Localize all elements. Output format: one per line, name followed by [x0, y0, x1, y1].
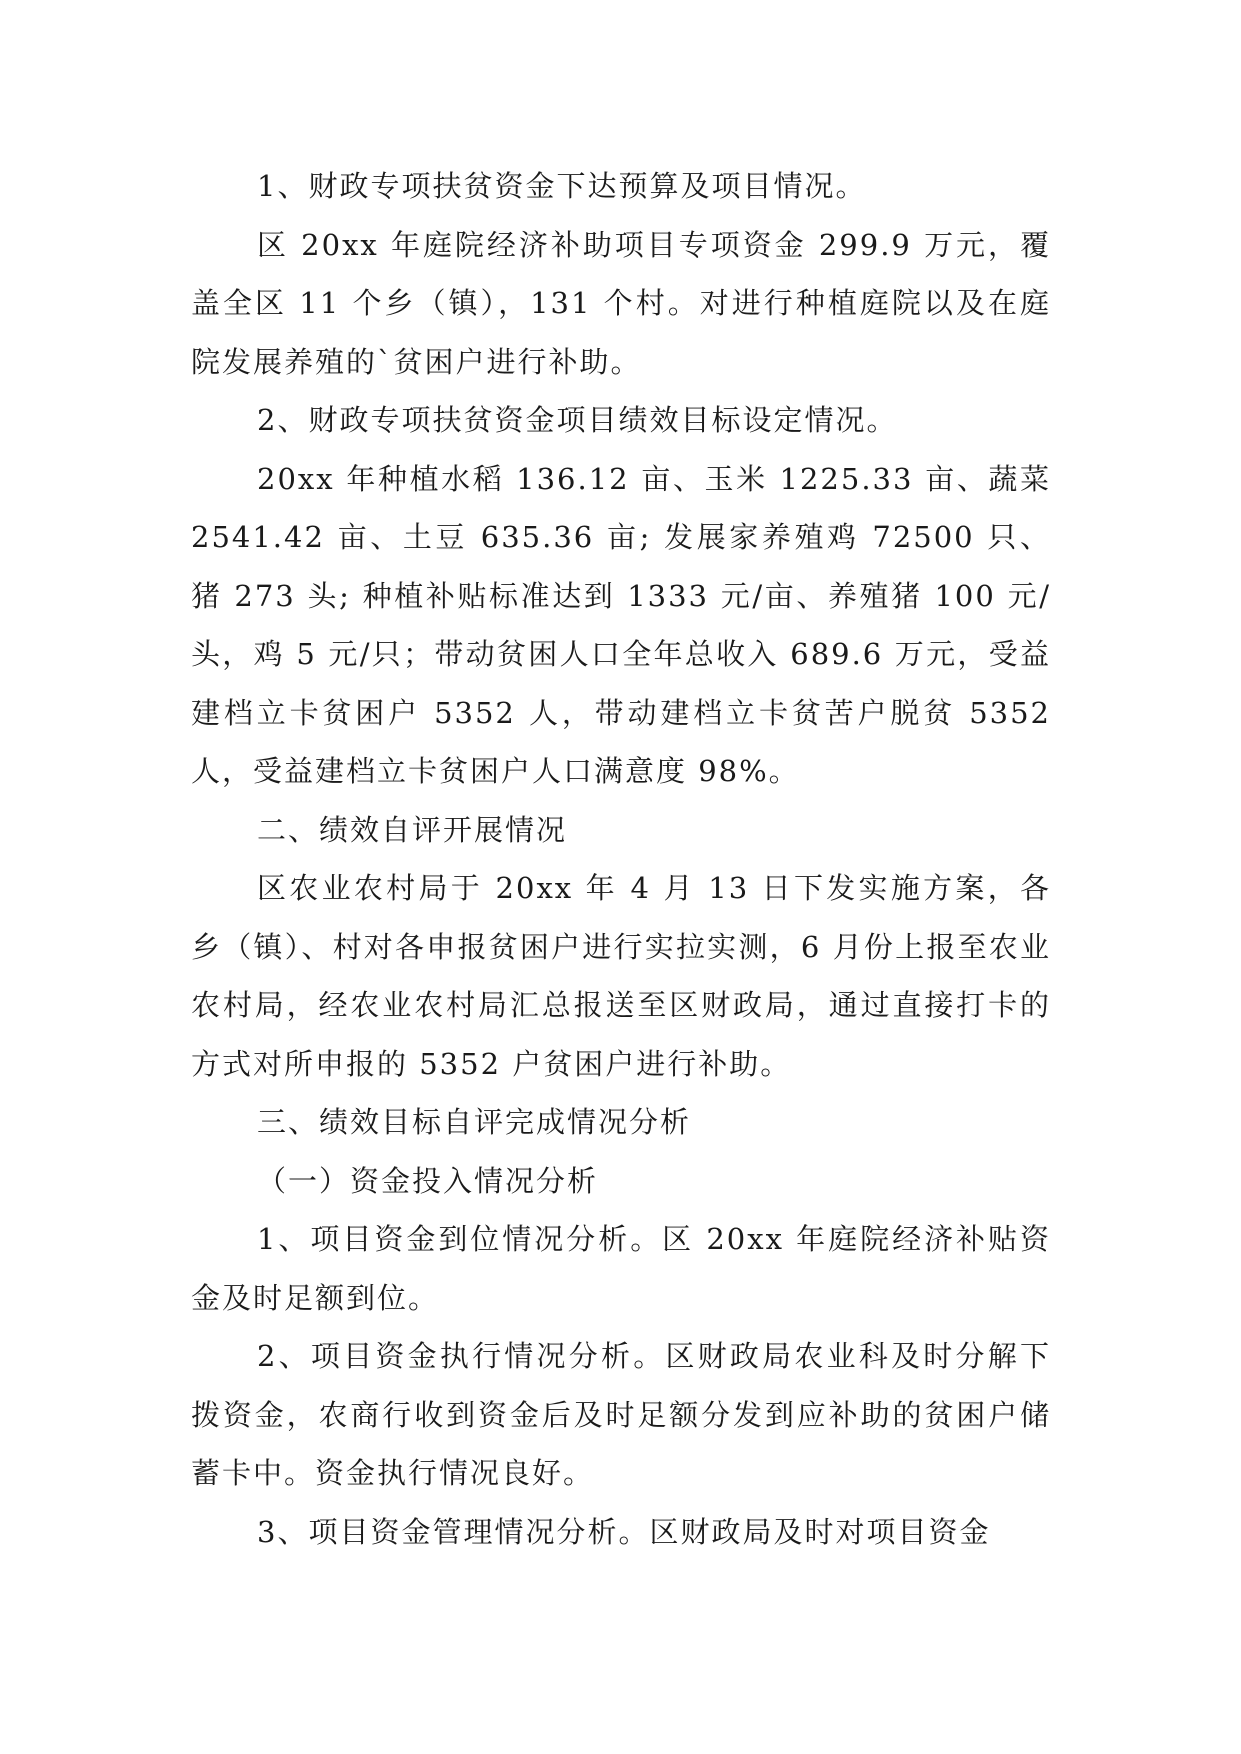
paragraph-target-detail: 20xx 年种植水稻 136.12 亩、玉米 1225.33 亩、蔬菜 2541.42 亩、土豆 635.36 亩; 发展家养殖鸡 72500 只、猪 273 头; 种植补贴标准达到 1333 元/亩、养殖猪 100 元/头，鸡 5 元/只；带动贫困人口全年总收入 689.6 万元，受益建档立卡贫困户 5352 人，带动建档立卡贫苦户脱贫 5352 人，受益建档立卡贫困户人口满意度 98%。: [191, 461, 1051, 788]
paragraph-fund-execution: 2、项目资金执行情况分析。区财政局农业科及时分解下拨资金，农商行收到资金后及时足额分发到应补助的贫困户储蓄卡中。资金执行情况良好。: [191, 1339, 1051, 1490]
paragraph-fund-management: 3、项目资金管理情况分析。区财政局及时对项目资金: [257, 1514, 991, 1549]
paragraph-budget-detail: 区 20xx 年庭院经济补助项目专项资金 299.9 万元，覆盖全区 11 个乡（镇），131 个村。对进行种植庭院以及在庭院发展养殖的`贫困户进行补助。: [191, 227, 1051, 379]
section-heading-target-analysis: 三、绩效目标自评完成情况分析: [257, 1105, 692, 1139]
paragraph-self-evaluation-detail: 区农业农村局于 20xx 年 4 月 13 日下发实施方案，各乡（镇）、村对各申报贫困户进行实拉实测，6 月份上报至农业农村局，经农业农村局汇总报送至区财政局，通过直接打卡的方式对所申报的 5352 户贫困户进行补助。: [191, 871, 1051, 1081]
subsection-heading-fund-input: （一）资金投入情况分析: [257, 1163, 599, 1198]
section-heading-self-evaluation: 二、绩效自评开展情况: [257, 812, 568, 847]
paragraph-fund-arrival: 1、项目资金到位情况分析。区 20xx 年庭院经济补贴资金及时足额到位。: [191, 1222, 1051, 1315]
paragraph-target-heading: 2、财政专项扶贫资金项目绩效目标设定情况。: [257, 403, 898, 437]
document-body: [191, 157, 1051, 1561]
paragraph-budget-heading: 1、财政专项扶贫资金下达预算及项目情况。: [257, 169, 867, 203]
